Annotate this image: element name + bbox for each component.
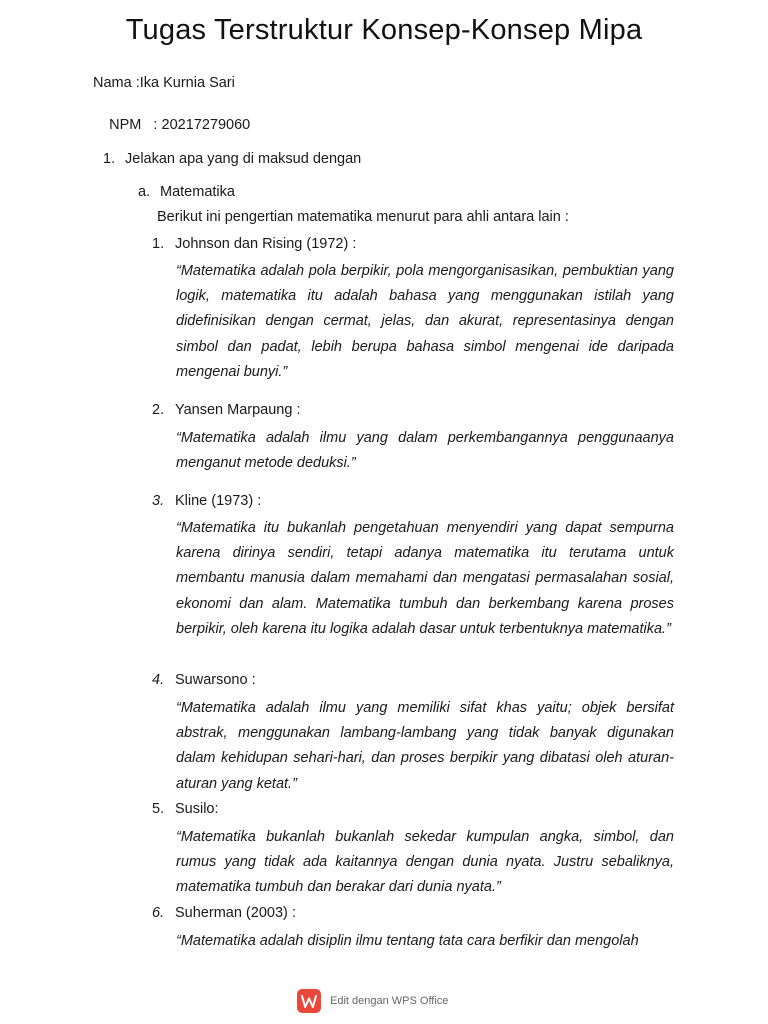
list-item <box>152 402 300 418</box>
name-label: Nama : <box>93 75 140 91</box>
item-quote: “Matematika adalah ilmu yang dalam perkembangannya penggunaanya menganut metode deduksi.” <box>176 430 674 472</box>
list-item <box>152 905 296 921</box>
item-name: Johnson dan Rising (1972) : <box>175 236 357 252</box>
item-quote: “Matematika itu bukanlah pengetahuan menyendiri yang dapat sempurna karena dirinya sendiri, tetapi adanya matematika itu terutama untuk membantu manusia dalam memahami dan mengatasi permasalahan sosial, ekonomi dan alam. Matematika tumbuh dan berkembang karena proses berpikir, oleh karena itu logika adalah dasar untuk terbentuknya matematika.” <box>176 520 674 637</box>
list-item <box>152 672 256 688</box>
item-number: 1. <box>152 236 165 252</box>
item-name: Susilo: <box>175 801 219 817</box>
item-number: 6. <box>152 905 165 921</box>
section-title: Matematika <box>160 184 235 200</box>
question-1 <box>103 151 361 167</box>
question-text: Jelakan apa yang di maksud dengan <box>125 151 362 167</box>
wps-edit-banner[interactable] <box>297 988 448 1014</box>
npm-value: 20217279060 <box>161 117 251 133</box>
question-number: 1. <box>103 151 116 167</box>
item-quote: “Matematika bukanlah bukanlah sekedar kumpulan angka, simbol, dan rumus yang tidak ada kaitannya dengan dunia nyata. Justru sebaliknya, matematika tumbuh dan berakar dari dunia nyata.” <box>176 829 674 896</box>
item-number: 3. <box>152 493 165 509</box>
name-line <box>93 75 235 91</box>
section-intro: Berikut ini pengertian matematika menurut para ahli antara lain : <box>157 209 569 225</box>
item-name: Suwarsono : <box>175 672 256 688</box>
list-item <box>152 493 261 509</box>
item-number: 4. <box>152 672 165 688</box>
document-title: Tugas Terstruktur Konsep-Konsep Mipa <box>125 14 643 46</box>
item-quote: “Matematika adalah ilmu yang memiliki sifat khas yaitu; objek bersifat abstrak, menggunakan lambang-lambang yang tidak banyak digunakan dalam kehidupan sehari-hari, dan proses berpikir yang dibatasi oleh aturan-aturan yang ketat.” <box>176 700 674 792</box>
item-number: 2. <box>152 402 165 418</box>
list-item <box>152 236 356 252</box>
npm-line <box>93 101 250 149</box>
wps-office-logo-icon <box>297 989 321 1013</box>
section-letter: a. <box>138 184 151 200</box>
list-item <box>152 801 219 817</box>
item-name: Suherman (2003) : <box>175 905 296 921</box>
item-number: 5. <box>152 801 165 817</box>
item-name: Yansen Marpaung : <box>175 402 301 418</box>
wps-w-glyph-icon <box>301 995 317 1008</box>
npm-label: NPM : <box>109 117 162 133</box>
item-name: Kline (1973) : <box>175 493 262 509</box>
name-value: Ika Kurnia Sari <box>139 75 235 91</box>
wps-edit-label[interactable]: Edit dengan WPS Office <box>330 995 449 1007</box>
section-a-heading <box>138 184 235 200</box>
item-quote: “Matematika adalah pola berpikir, pola mengorganisasikan, pembuktian yang logik, matematika itu adalah bahasa yang menggunakan istilah yang didefinisikan dengan cermat, jelas, dan akurat, representasinya dengan simbol dan padat, lebih berupa bahasa simbol mengenai ide daripada mengenai bunyi.” <box>176 263 674 380</box>
item-quote: “Matematika adalah disiplin ilmu tentang tata cara berfikir dan mengolah <box>176 933 639 949</box>
